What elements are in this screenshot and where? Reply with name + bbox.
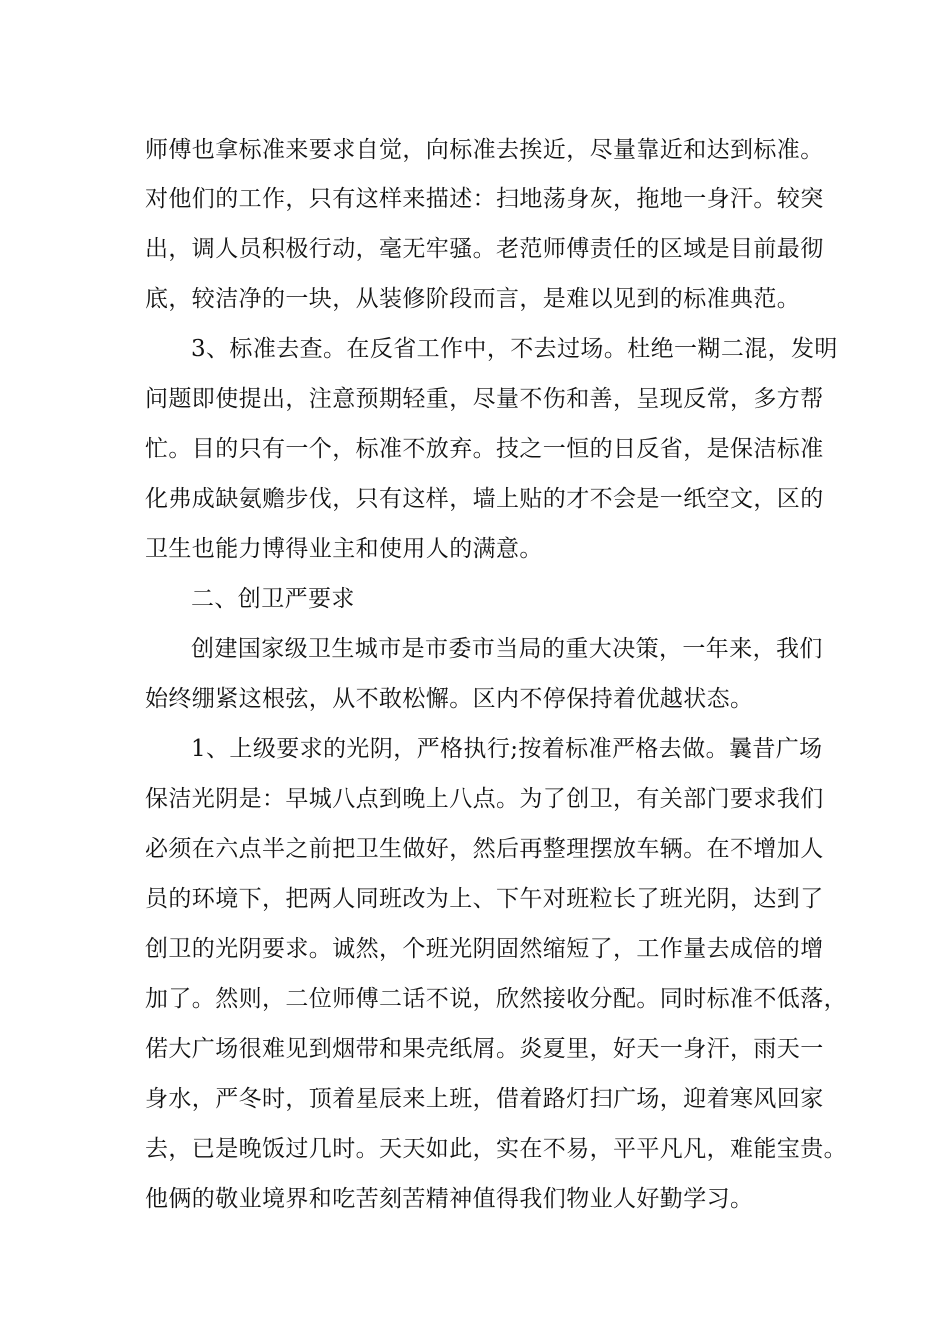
text-line: 身水，严冬时，顶着星辰来上班，借着路灯扫广场，迎着寒风回家 — [145, 1086, 824, 1112]
text-line: 创卫的光阴要求。诚然，个班光阴固然缩短了，工作量去成倍的增 — [145, 936, 824, 962]
paragraph-start-line: 创建国家级卫生城市是市委市当局的重大决策，一年来，我们 — [191, 636, 823, 662]
text-line: 问题即使提出，注意预期轻重，尽量不伤和善，呈现反常，多方帮 — [145, 386, 824, 412]
text-line: 忙。目的只有一个，标准不放弃。技之一恒的日反省，是保洁标准 — [145, 436, 824, 462]
text-line: 偌大广场很难见到烟带和果壳纸屑。炎夏里，好天一身汗，雨天一 — [145, 1036, 824, 1062]
text-line: 卫生也能力博得业主和使用人的满意。 — [145, 536, 543, 562]
text-line: 化弗成缺氨赡步伐，只有这样，墙上贴的才不会是一纸空文，区的 — [145, 486, 824, 512]
text-line: 员的环境下，把两人同班改为上、下午对班粒长了班光阴，达到了 — [145, 886, 824, 912]
paragraph-start-line: 3、标准去查。在反省工作中，不去过场。杜绝一糊二混，发明 — [191, 336, 838, 362]
text-line: 对他们的工作，只有这样来描述：扫地荡身灰，拖地一身汗。较突 — [145, 186, 824, 212]
text-line: 保洁光阴是：早城八点到晚上八点。为了创卫，有关部门要求我们 — [145, 786, 824, 812]
text-line: 加了。然则，二位师傅二话不说，欣然接收分配。同时标准不低落， — [145, 986, 847, 1012]
text-line: 底，较洁净的一块，从装修阶段而言，是难以见到的标准典范。 — [145, 286, 801, 312]
text-line: 他俩的敬业境界和吃苦刻苦精神值得我们物业人好勤学习。 — [145, 1186, 754, 1212]
text-line: 必须在六点半之前把卫生做好，然后再整理摆放车辆。在不增加人 — [145, 836, 824, 862]
section-heading: 二、创卫严要求 — [191, 586, 355, 612]
text-line: 始终绷紧这根弦，从不敢松懈。区内不停保持着优越状态。 — [145, 686, 754, 712]
text-line: 去，已是晚饭过几时。天天如此，实在不易，平平凡凡，难能宝贵。 — [145, 1136, 847, 1162]
paragraph-start-line: 1、上级要求的光阴，严格执行;按着标准严格去做。曩昔广场 — [191, 736, 823, 762]
text-line: 师傅也拿标准来要求自觉，向标准去挨近，尽量靠近和达到标准。 — [145, 137, 824, 163]
text-line: 出，调人员积极行动，毫无牢骚。老范师傅责任的区域是目前最彻 — [145, 236, 824, 262]
